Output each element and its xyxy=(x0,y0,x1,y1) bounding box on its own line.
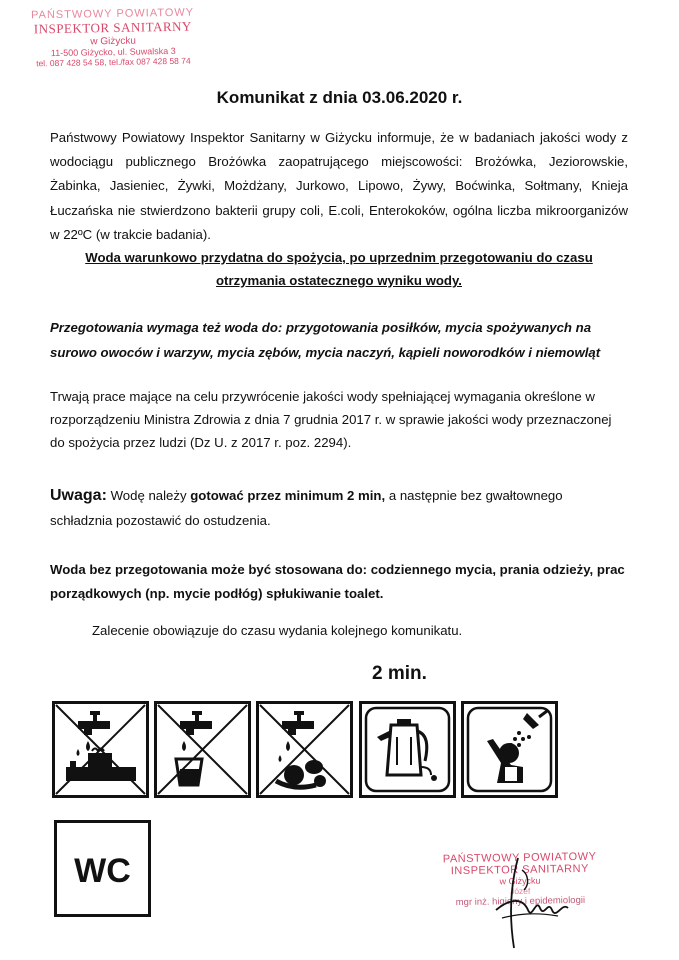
paragraph-water-quality: Państwowy Powiatowy Inspektor Sanitarny w Giżycku informuje, że w badaniach jakości wody z wodociągu publicznego Brożówka zaopatrującego miejscowości: Brożówka, Jeziorowskie, Żabinka, Jasieniec, Żywki, Możdżany, Jurkowo, Lipowo, Żywy, Boćwinka, Sołtmany, Knieja Łuczańska nie stwierdzono bakterii grupy coli, E.coli, Enterokoków, ogólna liczba mikroorganizów w 22ºC (w trakcie badania). xyxy=(50,130,628,242)
header-stamp-line5: tel. 087 428 54 58, tel./fax 087 428 58 74 xyxy=(36,55,191,69)
header-stamp-line4: 11-500 Giżycko, ul. Suwalska 3 xyxy=(50,45,176,59)
attention-label: Uwaga: xyxy=(50,487,107,504)
paragraph-unboiled-use: Woda bez przegotowania może być stosowana do: codziennego mycia, prania odzieży, prac porządkowych (np. mycie podłóg) spłukiwanie toalet. xyxy=(50,562,625,601)
signature-stamp-line2: INSPEKTOR SANITARNY xyxy=(450,862,589,878)
warning-line2: otrzymania ostatecznego wyniku wody. xyxy=(216,273,462,288)
wc-label: WC xyxy=(74,852,131,890)
attention-text-b: a następnie bez gwałtownego schładznia pozostawić do ostudzenia. xyxy=(50,488,563,528)
shower-allowed-icon xyxy=(461,701,558,798)
signature-stamp-line3: w Giżycku xyxy=(499,875,541,887)
paragraph-attention xyxy=(50,483,628,533)
header-stamp-line1: PAŃSTWOWY POWIATOWY xyxy=(30,6,195,22)
signature-stamp-line1: PAŃSTWOWY POWIATOWY xyxy=(442,850,597,866)
warning-line1: Woda warunkowo przydatna do spożycia, po uprzednim przegotowaniu do czasu xyxy=(85,250,593,265)
two-minutes-label: 2 min. xyxy=(372,663,427,684)
attention-bold: gotować przez minimum 2 min, xyxy=(190,488,386,503)
handwritten-signature xyxy=(478,850,588,960)
wc-icon xyxy=(54,820,151,917)
header-stamp-line2: INSPEKTOR SANITARNY xyxy=(33,18,192,37)
paragraph-validity: Zalecenie obowiązuje do czasu wydania kolejnego komunikatu. xyxy=(92,623,463,638)
document-title: Komunikat z dnia 03.06.2020 r. xyxy=(216,88,463,107)
attention-text-a: Wodę należy xyxy=(106,488,191,503)
paragraph-repair-works: Trwają prace mające na celu przywrócenie jakości wody spełniającej wymagania określone w rozporządzeniu Ministra Zdrowia z dnia 7 grudnia 2017 r. w sprawie jakości wody przeznaczonej do spożycia przez ludzi (Dz U. z 2017 r. poz. 2294). xyxy=(50,389,612,450)
paragraph-boiling-required: Przegotowania wymaga też woda do: przygotowania posiłków, mycia spożywanych na surowo owoców i warzyw, mycia zębów, mycia naczyń, kąpieli noworodków i niemowląt xyxy=(50,320,601,360)
signature-stamp-line5: mgr inż. higieny i epidemiologii xyxy=(455,894,586,909)
header-stamp xyxy=(17,6,208,68)
no-tap-water-for-washing-produce-icon xyxy=(256,701,353,798)
no-tap-water-for-drinking-icon xyxy=(154,701,251,798)
warning-notice xyxy=(50,246,628,292)
header-stamp-line3: w Giżycku xyxy=(90,35,136,48)
no-tap-water-for-cooking-icon xyxy=(52,701,149,798)
kettle-boil-icon xyxy=(359,701,456,798)
signature-stamp-line4: Józef xyxy=(509,885,531,897)
